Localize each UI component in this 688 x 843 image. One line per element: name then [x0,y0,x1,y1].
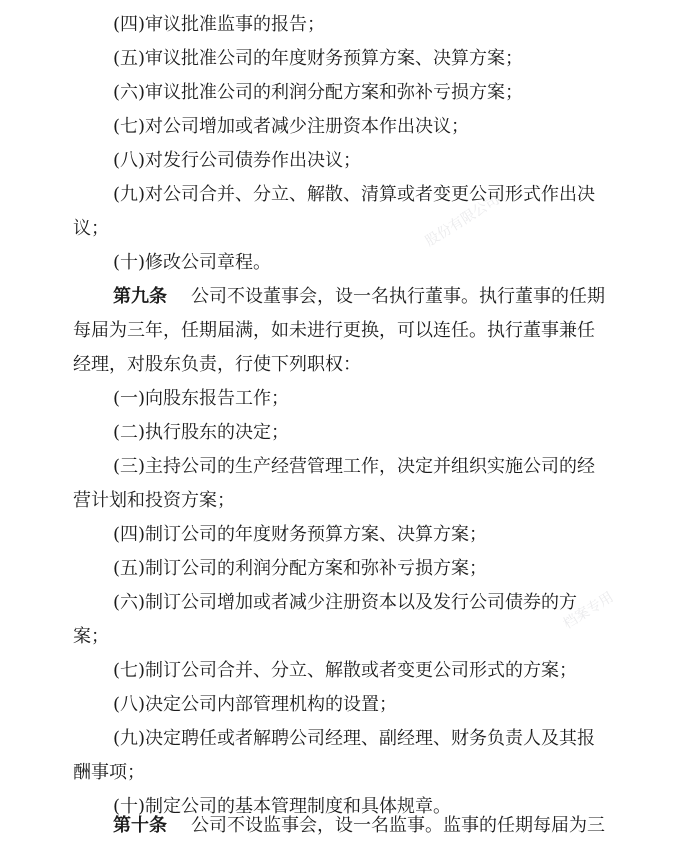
clause-line: (六)审议批准公司的利润分配方案和弥补亏损方案； [113,82,524,103]
article-text: 公司不设监事会，设一名监事。监事的任期每届为三 [191,815,605,836]
clause-line-continued: 案； [73,626,109,647]
clause-line: (五)审议批准公司的年度财务预算方案、决算方案； [113,48,524,69]
watermark-stamp: 股份有限公司 [422,191,503,250]
clause-line: (一)向股东报告工作； [113,388,290,409]
clause-line: (八)决定公司内部管理机构的设置； [113,694,398,715]
clause-line: (七)对公司增加或者减少注册资本作出决议； [113,116,470,137]
clause-line: (四)审议批准监事的报告； [113,14,326,35]
clause-line: (三)主持公司的生产经营管理工作，决定并组织实施公司的经 [113,456,596,477]
article-line-continued: 经理，对股东负责，行使下列职权： [73,354,361,375]
clause-line: (八)对发行公司债券作出决议； [113,150,362,171]
clause-line-continued: 营计划和投资方案； [73,490,235,511]
clause-line: (四)制订公司的年度财务预算方案、决算方案； [113,524,488,545]
article-heading: 第十条 [113,815,167,836]
clause-line: (十)修改公司章程。 [113,252,272,273]
clause-line: (十)制定公司的基本管理制度和具体规章。 [113,796,452,817]
clause-line: (九)对公司合并、分立、解散、清算或者变更公司形式作出决 [113,184,596,205]
article-line-continued: 每届为三年，任期届满，如未进行更换，可以连任。执行董事兼任 [73,320,595,341]
article-heading: 第九条 [113,286,167,307]
clause-line-continued: 议； [73,218,109,239]
clause-line: (九)决定聘任或者解聘公司经理、副经理、财务负责人及其报 [113,728,596,749]
watermark-stamp: 档案专用 [560,589,617,633]
clause-line-continued: 酬事项； [73,762,145,783]
article-line [113,815,688,837]
article-line [113,286,688,308]
article-text: 公司不设董事会，设一名执行董事。执行董事的任期 [191,286,605,307]
clause-line: (二)执行股东的决定； [113,422,290,443]
clause-line: (七)制订公司合并、分立、解散或者变更公司形式的方案； [113,660,578,681]
clause-line: (六)制订公司增加或者减少注册资本以及发行公司债券的方 [113,592,578,613]
clause-line: (五)制订公司的利润分配方案和弥补亏损方案； [113,558,488,579]
